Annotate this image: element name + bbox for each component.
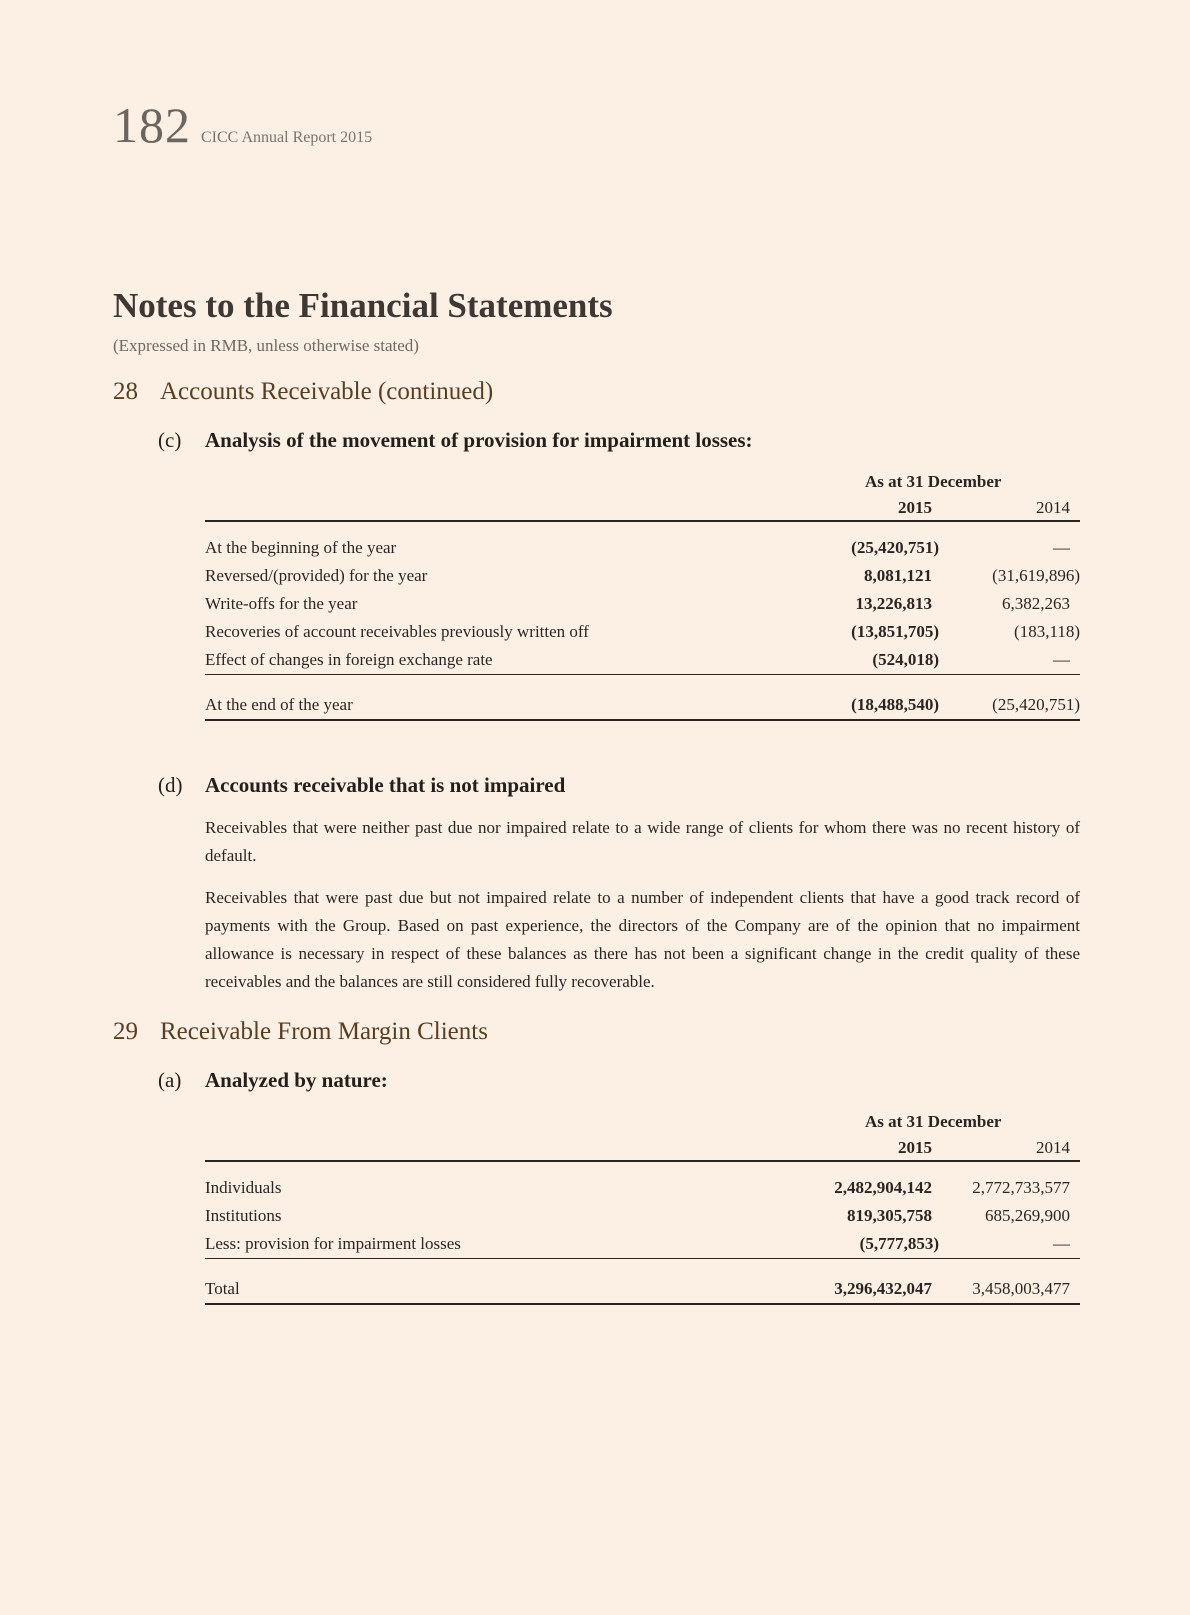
impairment-movement-table [205,472,1080,721]
value-2014: 685,269,900 [985,1206,1070,1225]
value-2014: (183,118) [1014,622,1080,641]
table-row [205,534,1080,562]
value-2015: 2,482,904,142 [834,1178,932,1197]
row-label: Reversed/(provided) for the year [205,566,428,585]
row-label: Write-offs for the year [205,594,358,613]
row-label: Individuals [205,1178,282,1197]
column-header-2014: 2014 [1036,498,1070,517]
value-2015: (13,851,705) [851,622,939,641]
report-name: CICC Annual Report 2015 [201,129,373,146]
table-caption: As at 31 December [865,472,1002,491]
paragraph-not-past-due: Receivables that were neither past due nor impaired relate to a wide range of clients for whom there was no recent history of default. [205,818,1080,865]
subsection-letter: (c) [158,428,182,452]
table-header [205,472,1080,522]
section-title: Receivable From Margin Clients [160,1018,488,1045]
table-total-row [205,691,1080,721]
row-label: Recoveries of account receivables previously written off [205,622,589,641]
table-row [205,1202,1080,1230]
column-header-2015: 2015 [898,498,932,517]
value-2015: (524,018) [872,650,939,669]
value-2014: 2,772,733,577 [972,1178,1070,1197]
subsection-heading-d [158,773,565,798]
table-row [205,1230,1080,1259]
column-header-2014: 2014 [1036,1138,1070,1157]
subsection-letter: (d) [158,773,183,797]
row-label: Less: provision for impairment losses [205,1234,461,1253]
row-label: At the beginning of the year [205,538,397,557]
value-2014: (31,619,896) [992,566,1080,585]
value-2015: 819,305,758 [847,1206,932,1225]
value-2014: (25,420,751) [992,695,1080,714]
page-number: 182 [113,97,191,153]
value-2014: 6,382,263 [1002,594,1070,613]
section-title: Accounts Receivable (continued) [160,378,494,405]
subsection-heading-a [158,1068,388,1093]
value-2014: — [1053,1234,1070,1253]
table-row [205,618,1080,646]
page-subtitle: (Expressed in RMB, unless otherwise stated) [113,336,419,355]
value-2014: — [1053,650,1070,669]
subsection-title: Analysis of the movement of provision for impairment losses: [205,428,753,452]
table-row [205,646,1080,675]
section-heading-28 [113,378,493,406]
page-title: Notes to the Financial Statements [113,286,613,325]
subsection-heading-c [158,428,753,453]
subsection-title: Accounts receivable that is not impaired [205,773,566,797]
table-row [205,562,1080,590]
value-2014: — [1053,538,1070,557]
row-label: Total [205,1279,240,1298]
value-2015: 3,296,432,047 [834,1279,932,1298]
value-2015: (25,420,751) [851,538,939,557]
subsection-letter: (a) [158,1068,182,1092]
table-total-row [205,1275,1080,1305]
section-heading-29 [113,1018,488,1046]
value-2014: 3,458,003,477 [972,1279,1070,1298]
column-header-2015: 2015 [898,1138,932,1157]
paragraph-past-due: Receivables that were past due but not impaired relate to a number of independent clients that have a good track record of payments with the Group. Based on past experience, the directors of the Company are of the opinion that no impairment allowance is necessary in respect of these balances as there has not been a significant change in the credit quality of these receivables and the balances are still considered fully recoverable. [205,888,1080,991]
table-row [205,590,1080,618]
subsection-title: Analyzed by nature: [205,1068,388,1092]
row-label: Institutions [205,1206,282,1225]
value-2015: (18,488,540) [851,695,939,714]
row-label: Effect of changes in foreign exchange rate [205,650,493,669]
table-row [205,1174,1080,1202]
value-2015: 13,226,813 [855,594,932,613]
page-header [113,96,372,154]
table-header [205,1112,1080,1162]
value-2015: (5,777,853) [859,1234,939,1253]
margin-clients-table [205,1112,1080,1305]
value-2015: 8,081,121 [864,566,932,585]
section-number: 29 [113,1018,138,1045]
row-label: At the end of the year [205,695,353,714]
section-number: 28 [113,378,138,405]
table-caption: As at 31 December [865,1112,1002,1131]
